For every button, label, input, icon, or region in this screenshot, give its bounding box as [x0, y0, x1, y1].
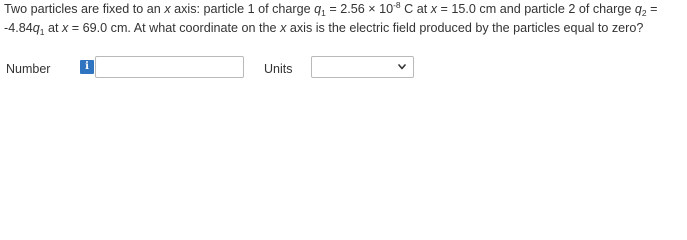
variable-x: x	[164, 2, 171, 16]
variable-x: x	[61, 21, 69, 35]
subscript: 1	[39, 27, 45, 37]
question-segment: = 15.0 cm and particle 2 of charge	[437, 2, 635, 16]
question-segment: = 2.56 × 10	[325, 2, 394, 16]
question-line-2	[4, 19, 686, 38]
question-segment: C at	[400, 2, 431, 16]
exponent: -8	[393, 0, 401, 10]
chevron-down-icon	[398, 64, 406, 70]
units-dropdown[interactable]	[311, 56, 414, 78]
question-segment: =	[646, 2, 658, 16]
variable-x: x	[430, 2, 438, 16]
question-line-1	[4, 0, 686, 19]
variable-q: q	[634, 2, 642, 16]
question-segment: Two particles are fixed to an	[4, 2, 165, 16]
units-label: Units	[264, 62, 293, 76]
question-segment: axis is the electric field produced by the particles equal to zero?	[286, 21, 644, 35]
question-segment: axis: particle 1 of charge	[170, 2, 315, 16]
subscript: 2	[641, 8, 647, 18]
question-text	[4, 0, 686, 38]
question-segment: -4.84	[4, 21, 33, 35]
variable-q: q	[32, 21, 40, 35]
number-input[interactable]	[95, 56, 244, 78]
number-label: Number	[6, 62, 51, 76]
variable-q: q	[314, 2, 322, 16]
info-icon[interactable]: i	[80, 60, 94, 74]
subscript: 1	[321, 8, 326, 18]
question-segment: = 69.0 cm. At what coordinate on the	[68, 21, 281, 35]
variable-x: x	[280, 21, 287, 35]
question-segment: at	[44, 21, 62, 35]
